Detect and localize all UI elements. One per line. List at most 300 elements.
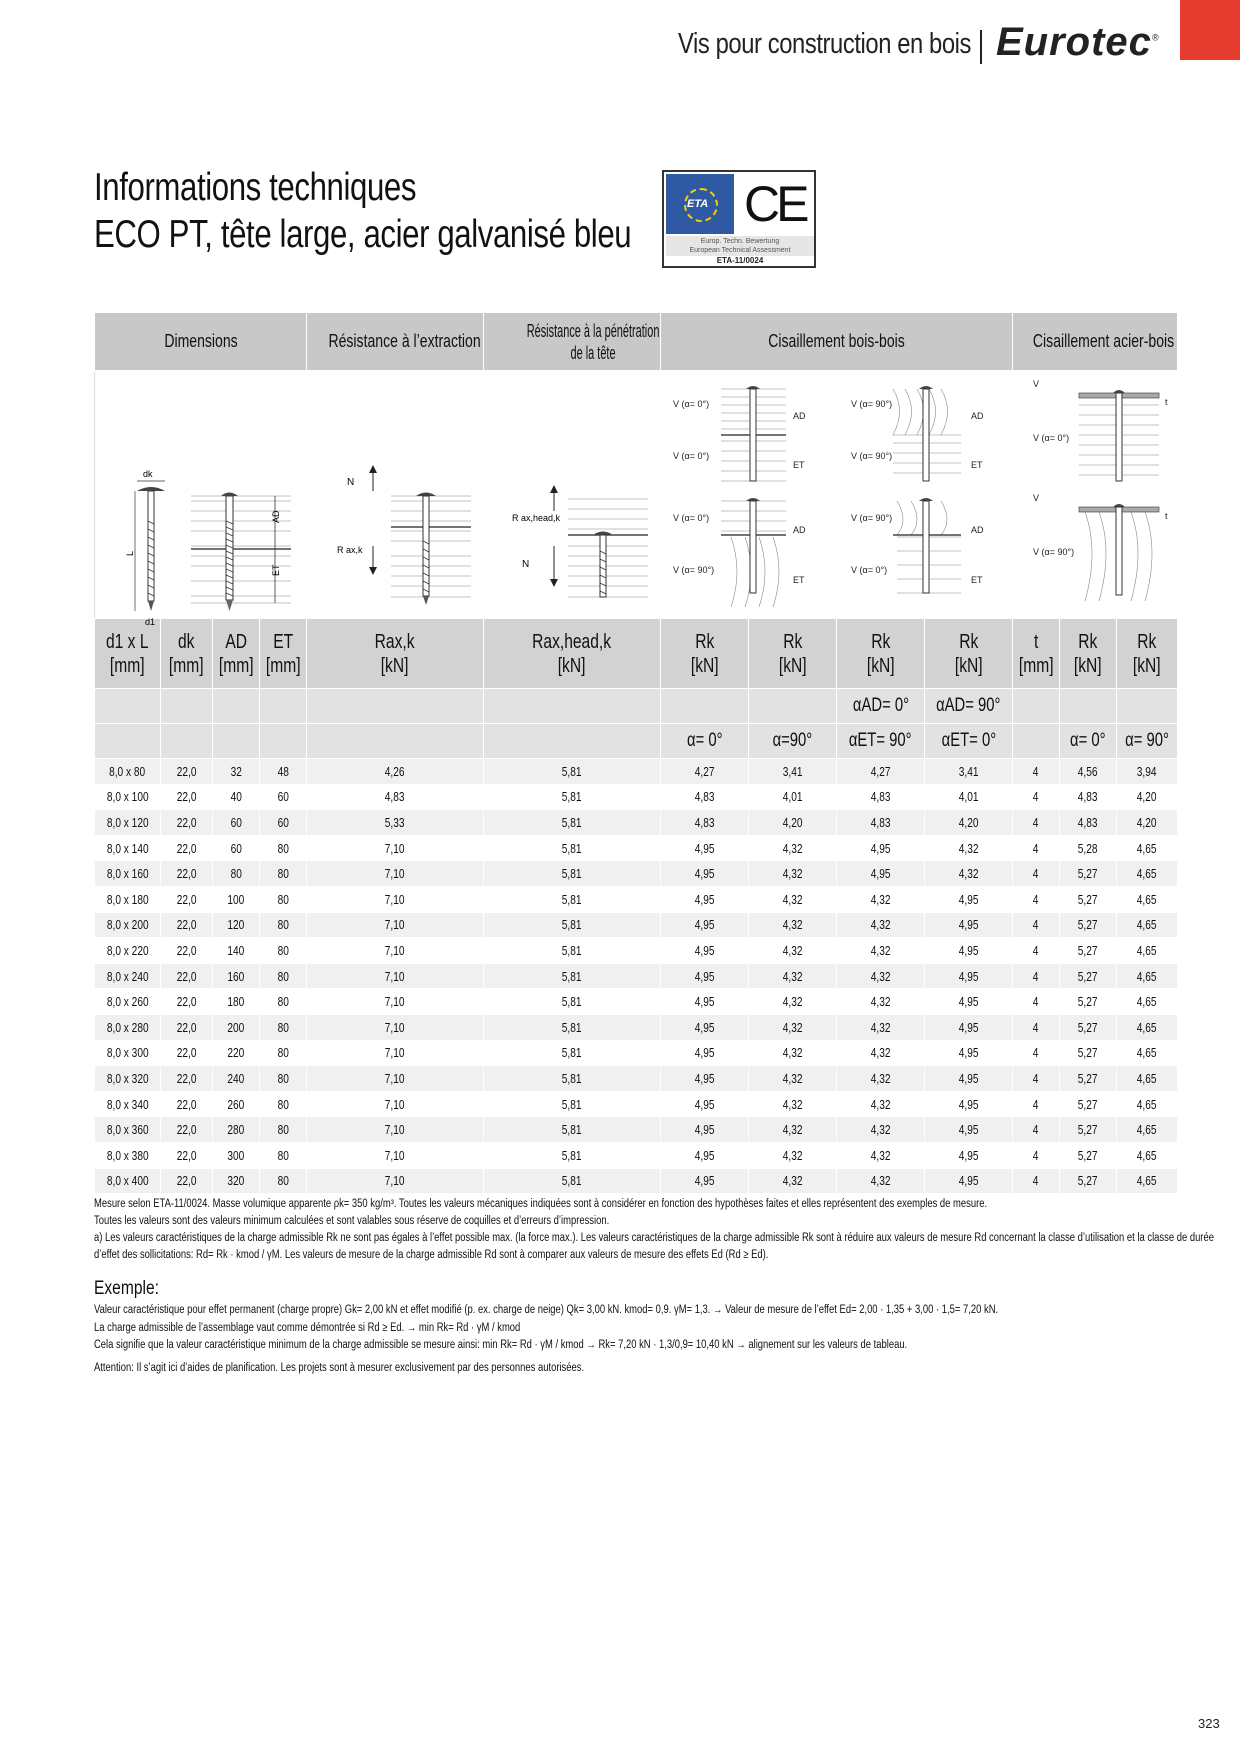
table-cell: 22,0 <box>161 835 213 861</box>
table-cell: 320 <box>213 1168 260 1194</box>
table-cell: 32 <box>213 759 260 785</box>
column-header-12: Rk [kN] <box>1060 619 1117 689</box>
table-row <box>95 1142 1178 1168</box>
table-cell: 5,81 <box>484 1117 661 1143</box>
table-cell: 22,0 <box>161 1014 213 1040</box>
table-cell: 4,65 <box>1117 989 1178 1015</box>
header-title: Vis pour construction en bois <box>678 28 972 60</box>
table-cell: 4,95 <box>661 963 749 989</box>
table-cell: 7,10 <box>307 989 484 1015</box>
table-cell: 200 <box>213 1014 260 1040</box>
table-cell: 8,0 x 280 <box>95 1014 161 1040</box>
table-cell: 4,65 <box>1117 963 1178 989</box>
table-row <box>95 810 1178 836</box>
table-cell: 7,10 <box>307 861 484 887</box>
table-cell: 80 <box>260 1168 307 1194</box>
table-cell: 4,56 <box>1060 759 1117 785</box>
table-cell: 7,10 <box>307 835 484 861</box>
label-AD: AD <box>271 510 281 523</box>
table-row <box>95 886 1178 912</box>
table-cell: 4 <box>1013 835 1060 861</box>
shear-steel-diagram <box>1013 371 1178 619</box>
table-cell: 5,81 <box>484 1168 661 1194</box>
svg-text:ET: ET <box>793 575 805 585</box>
table-cell: 4,32 <box>749 1117 837 1143</box>
table-cell: 5,81 <box>484 1014 661 1040</box>
table-cell: 4,95 <box>661 938 749 964</box>
table-cell: 60 <box>260 810 307 836</box>
table-cell: 4,95 <box>925 1091 1013 1117</box>
table-cell: 4,95 <box>925 1117 1013 1143</box>
table-cell: 140 <box>213 938 260 964</box>
table-cell: 4,20 <box>925 810 1013 836</box>
table-cell: 4,32 <box>749 1066 837 1092</box>
group-penetration: Résistance à la pénétration de la tête <box>484 313 661 371</box>
table-cell: 4,65 <box>1117 1117 1178 1143</box>
alpha-row-1 <box>95 689 1178 724</box>
table-cell: 80 <box>260 963 307 989</box>
table-cell: 5,27 <box>1060 1040 1117 1066</box>
group-shear-wood: Cisaillement bois-bois <box>661 313 1013 371</box>
table-cell: 4,32 <box>837 963 925 989</box>
table-cell: 22,0 <box>161 784 213 810</box>
page-title-line1: Informations techniques <box>94 166 417 209</box>
table-cell: 8,0 x 320 <box>95 1066 161 1092</box>
svg-text:V: V <box>1033 493 1040 503</box>
corner-accent <box>1180 0 1240 60</box>
table-cell: 4 <box>1013 912 1060 938</box>
table-cell: 4,32 <box>749 963 837 989</box>
table-cell: 4,95 <box>661 1066 749 1092</box>
table-cell: 8,0 x 160 <box>95 861 161 887</box>
table-cell: 8,0 x 140 <box>95 835 161 861</box>
table-cell: 4,27 <box>837 759 925 785</box>
table-cell: 5,81 <box>484 886 661 912</box>
table-cell: 4,95 <box>837 861 925 887</box>
table-cell: 5,81 <box>484 759 661 785</box>
table-cell: 4 <box>1013 989 1060 1015</box>
diagram-row <box>95 371 1178 619</box>
table-cell: 80 <box>260 912 307 938</box>
table-cell: 7,10 <box>307 938 484 964</box>
svg-text:t: t <box>1165 397 1168 407</box>
table-cell: 22,0 <box>161 1168 213 1194</box>
table-cell: 4,20 <box>1117 810 1178 836</box>
table-cell: 22,0 <box>161 1040 213 1066</box>
table-cell: 4,95 <box>661 1142 749 1168</box>
column-header-6: Rax,head,k [kN] <box>484 619 661 689</box>
table-cell: 4,01 <box>749 784 837 810</box>
label-N: N <box>347 477 355 488</box>
table-cell: 4,95 <box>661 989 749 1015</box>
table-cell: 8,0 x 220 <box>95 938 161 964</box>
table-cell: 60 <box>213 835 260 861</box>
label-L: L <box>125 550 135 556</box>
table-cell: 4,95 <box>661 1117 749 1143</box>
table-cell: 8,0 x 120 <box>95 810 161 836</box>
table-cell: 7,10 <box>307 1168 484 1194</box>
table-cell: 5,81 <box>484 1142 661 1168</box>
table-cell: 260 <box>213 1091 260 1117</box>
table-cell: 4,32 <box>749 835 837 861</box>
table-cell: 5,27 <box>1060 1142 1117 1168</box>
table-cell: 220 <box>213 1040 260 1066</box>
table-cell: 4,95 <box>925 1168 1013 1194</box>
table-cell: 4,65 <box>1117 1091 1178 1117</box>
table-cell: 4,95 <box>925 886 1013 912</box>
page-number: 323 <box>1198 1716 1220 1731</box>
table-row <box>95 912 1178 938</box>
table-cell: 4,95 <box>925 1066 1013 1092</box>
svg-text:V (α= 90°): V (α= 90°) <box>851 513 893 523</box>
table-cell: 4,32 <box>749 1142 837 1168</box>
table-cell: 4,32 <box>837 1014 925 1040</box>
table-row <box>95 938 1178 964</box>
table-cell: 5,27 <box>1060 938 1117 964</box>
column-header-13: Rk [kN] <box>1117 619 1178 689</box>
column-header-1: d1 x L [mm] <box>95 619 161 689</box>
svg-text:ET: ET <box>971 460 983 470</box>
table-cell: 4,95 <box>925 912 1013 938</box>
table-cell: 8,0 x 400 <box>95 1168 161 1194</box>
table-cell: 5,33 <box>307 810 484 836</box>
table-cell: 280 <box>213 1117 260 1143</box>
column-header-3: AD [mm] <box>213 619 260 689</box>
table-cell: 80 <box>260 989 307 1015</box>
table-cell: 4,83 <box>307 784 484 810</box>
table-cell: 4,32 <box>837 989 925 1015</box>
table-cell: 4,65 <box>1117 861 1178 887</box>
table-cell: 22,0 <box>161 1091 213 1117</box>
table-row <box>95 835 1178 861</box>
table-cell: 4,65 <box>1117 912 1178 938</box>
table-cell: 22,0 <box>161 912 213 938</box>
table-cell: 80 <box>260 835 307 861</box>
table-cell: 5,27 <box>1060 886 1117 912</box>
table-cell: 180 <box>213 989 260 1015</box>
table-cell: 5,27 <box>1060 1091 1117 1117</box>
table-cell: 4,65 <box>1117 1040 1178 1066</box>
table-cell: 4,65 <box>1117 1142 1178 1168</box>
table-row <box>95 963 1178 989</box>
table-cell: 22,0 <box>161 810 213 836</box>
table-cell: 8,0 x 300 <box>95 1040 161 1066</box>
table-cell: 5,27 <box>1060 1168 1117 1194</box>
page-title-line2: ECO PT, tête large, acier galvanisé bleu <box>94 213 632 256</box>
table-cell: 7,10 <box>307 1014 484 1040</box>
table-cell: 4,65 <box>1117 886 1178 912</box>
table-cell: 5,27 <box>1060 989 1117 1015</box>
table-cell: 4,95 <box>661 835 749 861</box>
table-cell: 4,95 <box>661 1091 749 1117</box>
table-cell: 4,83 <box>661 810 749 836</box>
badge-eta-number: ETA-11/0024 <box>716 256 764 265</box>
table-cell: 60 <box>213 810 260 836</box>
table-cell: 4,32 <box>925 861 1013 887</box>
table-cell: 4 <box>1013 938 1060 964</box>
alpha-steel-0: α= 0° <box>1060 724 1117 759</box>
table-cell: 4,95 <box>661 912 749 938</box>
table-cell: 5,27 <box>1060 1066 1117 1092</box>
table-cell: 4,95 <box>837 835 925 861</box>
header-separator <box>980 30 982 64</box>
table-cell: 4,95 <box>925 1142 1013 1168</box>
table-cell: 80 <box>260 886 307 912</box>
svg-text:t: t <box>1165 511 1168 521</box>
table-cell: 80 <box>260 1117 307 1143</box>
svg-text:V (α= 0°): V (α= 0°) <box>673 451 710 461</box>
column-header-10: Rk [kN] <box>925 619 1013 689</box>
table-cell: 4 <box>1013 810 1060 836</box>
screw-dimension-diagram <box>95 371 307 627</box>
table-cell: 8,0 x 200 <box>95 912 161 938</box>
table-cell: 22,0 <box>161 989 213 1015</box>
column-header-row <box>95 619 1178 689</box>
label-dk: dk <box>143 469 153 479</box>
table-cell: 7,10 <box>307 1117 484 1143</box>
alpha-steel-90: α= 90° <box>1117 724 1178 759</box>
svg-text:V (α= 90°): V (α= 90°) <box>851 399 893 409</box>
label-N2: N <box>522 559 530 570</box>
table-cell: 80 <box>260 1142 307 1168</box>
table-cell: 4,32 <box>837 912 925 938</box>
badge-caption: Europ. Techn. Bewertung European Technical Assessment <box>666 236 814 256</box>
table-cell: 4 <box>1013 1117 1060 1143</box>
label-Rhead: R ax,head,k <box>512 513 561 523</box>
table-cell: 4,95 <box>661 861 749 887</box>
table-cell: 22,0 <box>161 1142 213 1168</box>
table-cell: 4,32 <box>749 886 837 912</box>
svg-text:V (α= 90°): V (α= 90°) <box>1033 547 1075 557</box>
svg-text:V (α= 0°): V (α= 0°) <box>673 513 710 523</box>
table-cell: 4,95 <box>661 1040 749 1066</box>
table-cell: 22,0 <box>161 1117 213 1143</box>
footnotes: Mesure selon ETA-11/0024. Masse volumique apparente ρk= 350 kg/m³. Toutes les valeurs mécaniques indiquées sont à considérer en fonction des hypothèses faites et elles représentent des exemples de mesure. Toutes les valeurs sont des valeurs minimum calculées et sont valables sous réserve de coquilles et d’erreurs d’impression. a) Les valeurs caractéristiques de la charge admissible Rk ne sont pas égales à l’effet possible max. (la force max.). Les valeurs caractéristiques de la charge admissible Rk sont à réduire aux valeurs de mesure Rd concernant la classe d’utilisation et la classe de durée d’effet des sollicitations: Rd= Rk · kmod / γM. Les valeurs de mesure de la charge admissible Rd sont à comparer aux valeurs de mesure des effets Ed (Rd ≥ Ed). <box>94 1198 1214 1261</box>
table-cell: 4,95 <box>925 1014 1013 1040</box>
column-header-5: Rax,k [kN] <box>307 619 484 689</box>
table-cell: 4,95 <box>925 963 1013 989</box>
table-cell: 5,81 <box>484 989 661 1015</box>
table-cell: 7,10 <box>307 912 484 938</box>
table-cell: 5,28 <box>1060 835 1117 861</box>
table-cell: 8,0 x 360 <box>95 1117 161 1143</box>
column-header-2: dk [mm] <box>161 619 213 689</box>
table-cell: 5,81 <box>484 938 661 964</box>
table-cell: 4,32 <box>837 1117 925 1143</box>
table-cell: 4,65 <box>1117 835 1178 861</box>
column-header-8: Rk [kN] <box>749 619 837 689</box>
column-header-9: Rk [kN] <box>837 619 925 689</box>
table-cell: 4,95 <box>661 886 749 912</box>
table-cell: 4,32 <box>749 912 837 938</box>
label-ET: ET <box>271 564 281 576</box>
table-cell: 4 <box>1013 1014 1060 1040</box>
shear-wood-diagram <box>661 371 1013 619</box>
table-cell: 8,0 x 100 <box>95 784 161 810</box>
head-penetration-diagram <box>484 371 661 619</box>
table-cell: 8,0 x 340 <box>95 1091 161 1117</box>
table-cell: 5,81 <box>484 810 661 836</box>
table-cell: 4,32 <box>749 1091 837 1117</box>
label-d1: d1 <box>145 617 156 627</box>
table-cell: 80 <box>260 938 307 964</box>
table-cell: 5,81 <box>484 912 661 938</box>
table-cell: 4,95 <box>661 1014 749 1040</box>
table-cell: 4,32 <box>837 938 925 964</box>
svg-text:V (α= 0°): V (α= 0°) <box>673 399 710 409</box>
table-row <box>95 1066 1178 1092</box>
column-header-7: Rk [kN] <box>661 619 749 689</box>
svg-text:AD: AD <box>971 411 984 421</box>
table-cell: 4,83 <box>837 810 925 836</box>
table-cell: 5,81 <box>484 784 661 810</box>
table-row <box>95 861 1178 887</box>
group-dimensions: Dimensions <box>95 313 307 371</box>
table-cell: 4,20 <box>749 810 837 836</box>
table-row <box>95 784 1178 810</box>
table-cell: 4,65 <box>1117 1066 1178 1092</box>
table-cell: 8,0 x 380 <box>95 1142 161 1168</box>
eta-ce-badge <box>662 170 816 268</box>
table-row <box>95 1168 1178 1194</box>
table-cell: 4 <box>1013 1168 1060 1194</box>
table-cell: 7,10 <box>307 963 484 989</box>
table-cell: 4,32 <box>837 1142 925 1168</box>
table-cell: 5,81 <box>484 835 661 861</box>
table-cell: 4,83 <box>1060 784 1117 810</box>
table-cell: 22,0 <box>161 963 213 989</box>
table-cell: 60 <box>260 784 307 810</box>
table-cell: 80 <box>260 1014 307 1040</box>
table-cell: 4,95 <box>925 1040 1013 1066</box>
table-cell: 4,32 <box>749 861 837 887</box>
table-cell: 4,83 <box>837 784 925 810</box>
table-cell: 80 <box>260 1066 307 1092</box>
alpha-0: α= 0° <box>661 724 749 759</box>
label-Rax: R ax,k <box>337 545 363 555</box>
table-cell: 22,0 <box>161 886 213 912</box>
table-cell: 40 <box>213 784 260 810</box>
table-cell: 4,01 <box>925 784 1013 810</box>
attention-note: Attention: Il s’agit ici d’aides de planification. Les projets sont à mesurer exclusivement par des personnes autorisées. <box>94 1362 585 1374</box>
svg-text:AD: AD <box>793 525 806 535</box>
table-cell: 4 <box>1013 963 1060 989</box>
table-cell: 4,65 <box>1117 938 1178 964</box>
table-cell: 4,32 <box>837 1168 925 1194</box>
svg-text:AD: AD <box>971 525 984 535</box>
table-cell: 8,0 x 180 <box>95 886 161 912</box>
table-cell: 4 <box>1013 1040 1060 1066</box>
table-cell: 4,32 <box>749 1014 837 1040</box>
table-cell: 4,32 <box>749 1168 837 1194</box>
table-row <box>95 1040 1178 1066</box>
table-cell: 4 <box>1013 1142 1060 1168</box>
table-row <box>95 1014 1178 1040</box>
table-cell: 4,32 <box>749 1040 837 1066</box>
table-cell: 5,27 <box>1060 861 1117 887</box>
extraction-diagram <box>307 371 484 619</box>
table-cell: 5,81 <box>484 1091 661 1117</box>
table-row <box>95 989 1178 1015</box>
table-cell: 4,95 <box>925 938 1013 964</box>
technical-table <box>94 312 1178 1194</box>
table-cell: 4,27 <box>661 759 749 785</box>
table-cell: 4,32 <box>749 989 837 1015</box>
table-cell: 80 <box>260 1091 307 1117</box>
alpha-ad-90: αAD= 90° <box>925 689 1013 724</box>
table-cell: 5,27 <box>1060 1014 1117 1040</box>
table-cell: 3,94 <box>1117 759 1178 785</box>
table-cell: 120 <box>213 912 260 938</box>
table-cell: 7,10 <box>307 1066 484 1092</box>
table-cell: 5,27 <box>1060 963 1117 989</box>
svg-text:V (α= 90°): V (α= 90°) <box>851 451 893 461</box>
table-cell: 3,41 <box>749 759 837 785</box>
brand-logo: Eurotec® <box>996 20 1160 64</box>
alpha-et-0: αET= 0° <box>925 724 1013 759</box>
table-cell: 4,32 <box>837 1066 925 1092</box>
table-cell: 4,65 <box>1117 1168 1178 1194</box>
svg-text:V (α= 0°): V (α= 0°) <box>851 565 888 575</box>
table-cell: 5,81 <box>484 1040 661 1066</box>
table-cell: 80 <box>260 861 307 887</box>
table-cell: 22,0 <box>161 759 213 785</box>
table-cell: 4,32 <box>837 1091 925 1117</box>
table-row <box>95 1117 1178 1143</box>
table-cell: 8,0 x 260 <box>95 989 161 1015</box>
table-cell: 4,95 <box>661 1168 749 1194</box>
column-header-4: ET [mm] <box>260 619 307 689</box>
table-cell: 4,65 <box>1117 1014 1178 1040</box>
table-cell: 7,10 <box>307 1142 484 1168</box>
table-cell: 4,32 <box>837 886 925 912</box>
table-cell: 22,0 <box>161 1066 213 1092</box>
table-row <box>95 1091 1178 1117</box>
table-cell: 22,0 <box>161 938 213 964</box>
table-cell: 240 <box>213 1066 260 1092</box>
svg-text:ET: ET <box>971 575 983 585</box>
table-cell: 5,81 <box>484 1066 661 1092</box>
ce-mark: CE <box>744 176 806 232</box>
column-header-11: t [mm] <box>1013 619 1060 689</box>
table-cell: 4 <box>1013 1066 1060 1092</box>
example-heading: Exemple: <box>94 1278 159 1299</box>
table-cell: 4,32 <box>837 1040 925 1066</box>
table-cell: 5,81 <box>484 861 661 887</box>
table-cell: 4 <box>1013 886 1060 912</box>
table-cell: 5,27 <box>1060 1117 1117 1143</box>
table-cell: 4 <box>1013 861 1060 887</box>
table-cell: 4 <box>1013 1091 1060 1117</box>
page-title <box>94 164 631 258</box>
svg-text:V: V <box>1033 379 1040 389</box>
table-cell: 4,95 <box>925 989 1013 1015</box>
svg-text:ET: ET <box>793 460 805 470</box>
table-cell: 8,0 x 240 <box>95 963 161 989</box>
table-cell: 7,10 <box>307 886 484 912</box>
table-cell: 4 <box>1013 784 1060 810</box>
table-cell: 4,32 <box>749 938 837 964</box>
table-cell: 4,83 <box>661 784 749 810</box>
table-cell: 8,0 x 80 <box>95 759 161 785</box>
table-cell: 48 <box>260 759 307 785</box>
table-row <box>95 759 1178 785</box>
table-cell: 300 <box>213 1142 260 1168</box>
table-cell: 4,32 <box>925 835 1013 861</box>
alpha-90: α=90° <box>749 724 837 759</box>
example-text: Valeur caractéristique pour effet permanent (charge propre) Gk= 2,00 kN et effet modifié (p. ex. charge de neige) Qk= 3,00 kN. kmod= 0,9. γM= 1,3. → Valeur de mesure de l’effet Ed= 2,00 · 1,35 + 3,00 · 1,5= 7,20 kN. La charge admissible de l’assemblage vaut comme démontrée si Rd ≥ Ed. → min Rk= Rd · γM / kmod Cela signifie que la valeur caractéristique minimum de la charge admissible se mesure ainsi: min Rk= Rd · γM / kmod → Rk= 7,20 kN · 1,3/0,9= 10,40 kN → alignement sur les valeurs de tableau. <box>94 1304 999 1351</box>
group-shear-steel: Cisaillement acier-bois <box>1013 313 1178 371</box>
